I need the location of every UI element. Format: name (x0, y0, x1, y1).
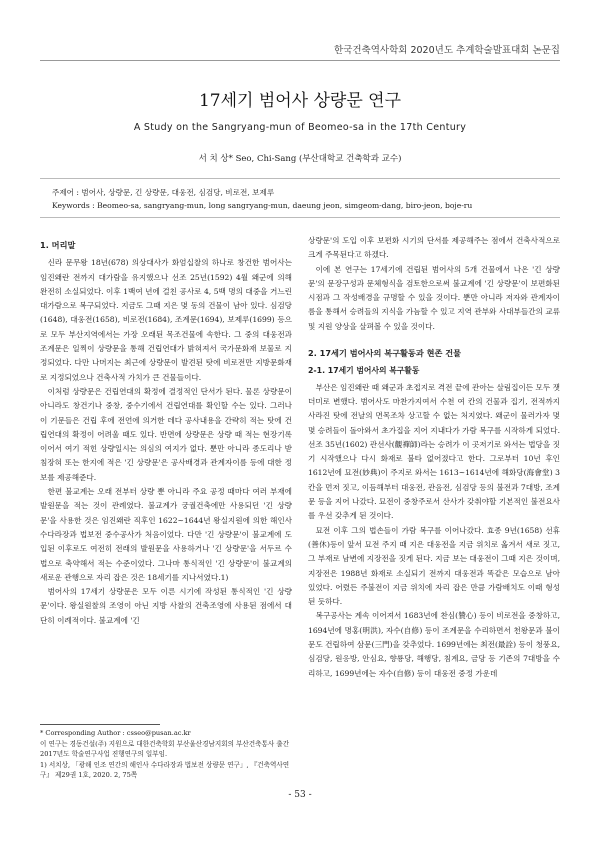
page-number: - 53 - (288, 790, 312, 800)
keywords-english: Keywords : Beomeo-sa, sangryang-mun, long sangryang-mun, daeung jeon, simgeom-dang, biro-jeon, boje-ru (52, 201, 473, 210)
paragraph: 이처럼 상량문은 건립연대의 확정에 결정적인 단서가 된다. 물론 상량문이 아니라도 창건기나 중창, 중수기에서 건립연대를 확인할 수는 있다. 그러나 이 기문들은 건립 후에 전언에 의거한 데다 공사내용을 간략히 적는 탓에 건립연대의 확정이 어려울 때도 있다. 반면에 상량문은 상량 때 적는 현장기록이어서 여기 적힌 상량일시는 의심의 여지가 없다. 뿐만 아니라 종도리나 받침장혀 또는 한지에 적은 '긴 상량문'은 공사배경과 관계자이름 등에 대한 정보를 제공해준다. (40, 386, 292, 482)
section-heading: 1. 머리말 (40, 240, 76, 250)
paper-subtitle: A Study on the Sangryang-mun of Beomeo-sa in the 17th Century (133, 122, 467, 133)
author-line: 서 치 상* Seo, Chi-Sang (부산대학교 건축학과 교수) (198, 154, 402, 164)
footnote: * Corresponding Author : csseo@pusan.ac.kr (40, 729, 191, 737)
paper-title: 17세기 범어사 상량문 연구 (198, 91, 402, 111)
paragraph: 이에 본 연구는 17세기에 건립된 범어사의 5개 건물에서 나온 '긴 상량문'의 문장구성과 문체형식을 검토한으로써 불교계에 '긴 상량문'이 보편화된 시점과 그 작성배경을 규명할 수 있을 것이다. 뿐만 아니라 저자와 관계자이름을 통해서 승려들의 지식을 가늠할 수 있고 지역 관부와 사대부들간의 교류 및 지원 양상을 살펴볼 수 있을 것이다. (308, 264, 560, 331)
keyword-box (40, 178, 560, 218)
keywords-korean: 주제어 : 범어사, 상량문, 긴 상량문, 대웅전, 심검당, 비로전, 보제루 (52, 188, 275, 197)
paragraph: 부산은 임진왜란 때 왜군과 초접지로 격전 끝에 관아는 살림집이든 모두 잿더미로 변했다. 범어사도 마찬가지여서 수천 여 칸의 건물과 집기, 전적까지 사라진 탓에 전날의 면목조차 상고할 수 없는 처지였다. 왜군이 물러가자 몇 몇 승려들이 돌아와서 초가집을 지어 지내다가 가람 복구를 시작하게 되었다. 선조 35년(1602) 관선사(觀禪師)라는 승려가 이 곳저기로 와서는 법당을 짓기 시작했으나 다시 화재로 불타 없어졌다고 한다. 그로부터 10년 후인 1612년에 묘전(妙典)이 주지로 와서는 1613~1614년에 해화당(海會堂) 3칸을 먼저 짓고, 이듬해부터 대웅전, 관음전, 심검당 등의 불전과 7대방, 조계문 등을 지어 나갔다. 묘전이 중창주로서 산사가 갖춰야할 기본적인 불전요사를 우선 갖추게 된 것이다. (308, 382, 560, 521)
left-column (40, 234, 292, 628)
running-header (40, 38, 560, 61)
paragraph: 묘전 이후 그의 법손들이 가람 복구를 이어나갔다. 효종 9년(1658) 선휴(善休)등이 앞서 묘전 주지 때 지은 대웅전을 지금 위치로 옮겨서 새로 짓고, 그 부재로 남변에 지장전을 짓게 된다. 지금 보는 대웅전이 그때 지은 것이며, 지장전은 1988년 화재로 소실되기 전까지 대웅전과 똑같은 모습으로 남아 있었다. 어렸든 주불전이 지금 위치에 자리 잡은 만큼 가람배치도 이때 형성된 듯하다. (308, 525, 560, 607)
right-column (308, 234, 560, 681)
paragraph: 범어사의 17세기 상량문은 모두 이른 시기에 작성된 통식적인 '긴 상량문'이다. 왕실원찰의 조영이 아닌 지방 사찰의 건축조영에 사용된 점에서 대단히 이례적이다. 불교계에 '긴 (40, 587, 292, 625)
paragraph: 신라 문무왕 18년(678) 의상대사가 화엄십찰의 하나로 창건한 범어사는 임진왜란 전까지 대가람을 유지했으나 선조 25년(1592) 4월 왜군에 의해 완전히 소실되었다. 이후 1백여 년에 걸친 공사로 4, 5백 명의 대중을 거느린 대가람으로 복구되었다. 지금도 그때 지은 몇 동의 건물이 남아 있다. 심검당(1648), 대웅전(1658), 비로전(1684), 조계문(1694), 보제루(1699) 등으로 모두 부산지역에서는 가장 오래된 목조건물에 속한다. 그 중의 대웅전과 조계문은 일찍이 상량문을 통해 건립연대가 밝혀져서 국가문화재 보물로 지정되었다. 다만 나머지는 최근에 상량문이 발견된 탓에 비로전만 지방문화재로 지정되었으나 건축사적 가치가 큰 건물들이다. (40, 258, 292, 382)
footnote: 이 연구는 경동건설(주) 지원으로 대한건축학회 부산울산경남지회의 부산건축통사 출간 2017년도 학술연구사업 진행연구의 일부임. (40, 739, 290, 758)
subsection-heading: 2-1. 17세기 범어사의 복구활동 (308, 366, 420, 376)
section-heading: 2. 17세기 범어사의 복구활동과 현존 건물 (308, 348, 462, 359)
footnotes (40, 728, 292, 781)
paragraph: 복구공사는 계속 이어져서 1683년에 찬심(贊心) 등이 비로전을 중창하고, 1694년에 명홍(明洪), 자수(自修) 등이 조계문을 수리하면서 천왕문과 불이문도 건립하여 삼문(三門)을 갖추었다. 1699년에는 최전(最詮) 등이 청풍요, 심검당, 원응방, 안심요, 향룡당, 해행당, 침계요, 금당 등 기존의 7대방을 수리하고, 1699년에는 자수(自修) 등이 대웅전 중정 가운데 (308, 611, 560, 678)
footnote: 1) 서치상, 「광해 인조 연간의 해인사 수다라장과 법보전 상량문 연구」, 『건축역사연구』 제29권 1호, 2020. 2, 75쪽 (40, 760, 290, 779)
header-text: 한국건축역사학회 2020년도 추계학술발표대회 논문집 (334, 45, 560, 56)
footnote-rule (40, 724, 160, 725)
paragraph: 상량문'의 도입 이후 보편화 시기의 단서를 제공해주는 점에서 건축사적으로 크게 주목된다고 하겠다. (308, 236, 560, 260)
paragraph: 한편 불교계는 오래 전부터 상량 뿐 아니라 주요 공정 때마다 여러 부재에 발원문을 적는 것이 관례였다. 불교계가 궁궐건축에만 사용되던 '긴 상량문'을 사용한 것은 임진왜란 직후인 1622~1644년 왕실지원에 의한 해인사 수다라장과 법보전 중수공사가 처음이었다. 다만 '긴 상량문'이 불교계에 도입된 이후로도 여전히 전래의 발원문을 사용하거나 '긴 상량문'을 서두르 수법으로 축약해서 적는 수준이었다. 그나마 통식적인 '긴 상량문'이 불교계의 새로운 관행으로 자리 잡은 것은 18세기를 지나서였다.1) (40, 487, 292, 582)
